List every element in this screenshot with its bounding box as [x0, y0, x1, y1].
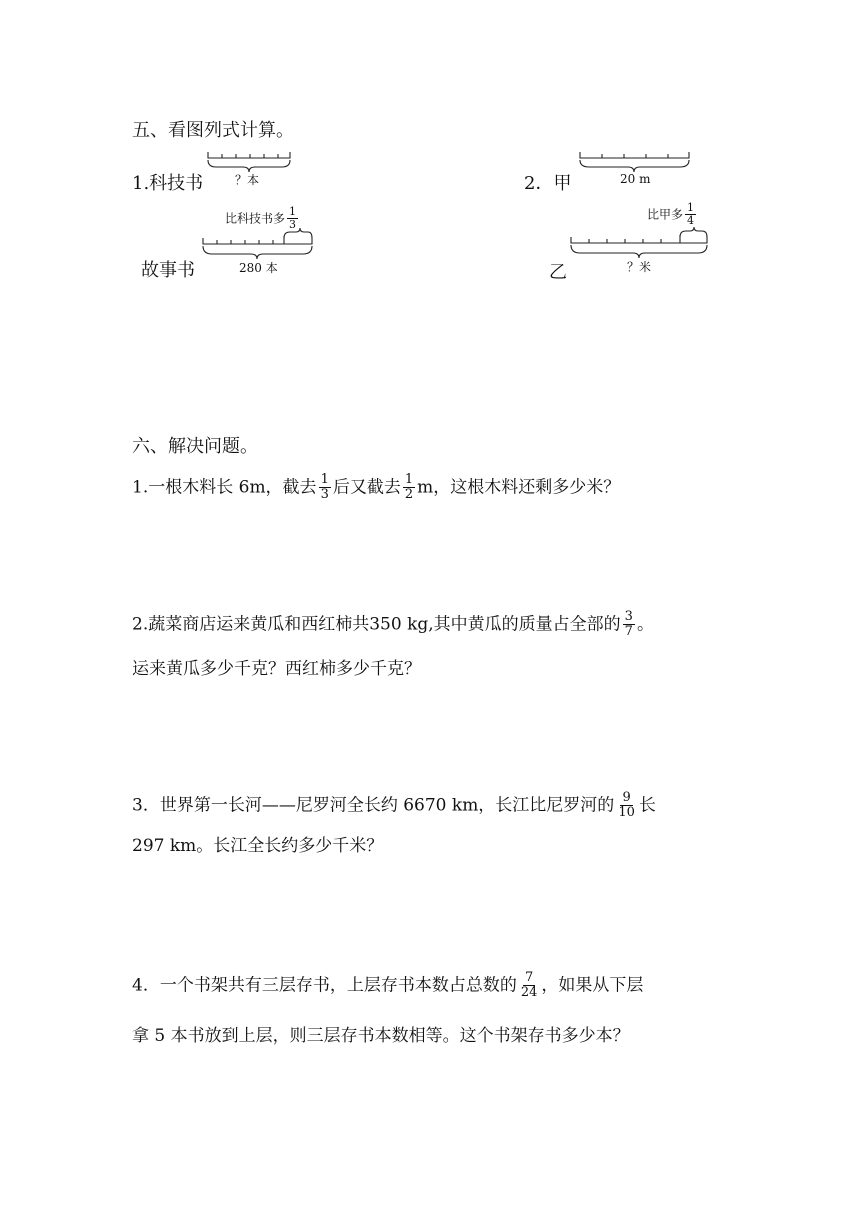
problem-1-label: 1.科技书	[132, 173, 204, 194]
compare-label: 比科技书多 $\frac{1}{3}$	[225, 205, 297, 231]
bottom-bar-caption: 280 本	[239, 261, 278, 275]
bottom-bar-caption: ？米	[627, 260, 652, 274]
question-1-fraction-b: $\frac{1}{2}$	[404, 472, 414, 502]
question-3-line-2: 297 km。长江全长约多少千米？	[132, 836, 384, 856]
question-2: 2.蔬菜商店运来黄瓜和西红柿共350 kg,其中黄瓜的质量占全部的 $\frac{3}{7}$ 。	[132, 609, 654, 639]
question-4-line-2: 拿 5 本书放到上层，则三层存书本数相等。这个书架存书多少本？	[132, 1026, 630, 1046]
top-bar-caption: ？本	[235, 173, 260, 187]
lower-label: 故事书	[141, 260, 195, 281]
compare-label: 比甲多 $\frac{1}{4}$	[647, 201, 695, 227]
question-3: 3．世界第一长河——尼罗河全长约 6670 km，长江比尼罗河的 $\frac{9}{10}$ 长	[132, 790, 656, 820]
question-1-fraction-a: $\frac{1}{3}$	[320, 472, 329, 502]
section-5-title: 五、看图列式计算。	[132, 120, 294, 141]
compare-fraction: $\frac{1}{4}$	[687, 201, 695, 227]
question-4: 4．一个书架共有三层存书，上层存书本数占总数的 $\frac{7}{24}$ ，如果从下层	[132, 970, 644, 1000]
question-3-fraction: $\frac{9}{10}$	[618, 790, 635, 820]
question-2-line-2: 运来黄瓜多少千克？西红柿多少千克？	[132, 659, 421, 679]
compare-fraction: $\frac{1}{3}$	[289, 205, 297, 231]
question-1: 1.一根木料长 6m，截去 $\frac{1}{3}$ 后又截去 $\frac{1}{2}$ m，这根木料还剩多少米？	[132, 472, 621, 502]
top-bar-caption: 20 m	[620, 172, 651, 186]
question-2-fraction: $\frac{3}{7}$	[624, 609, 633, 639]
problem-2-label: 2．甲	[524, 173, 572, 194]
lower-label: 乙	[549, 262, 567, 283]
section-6-title: 六、解决问题。	[132, 436, 258, 457]
question-4-fraction: $\frac{7}{24}$	[520, 970, 538, 1000]
